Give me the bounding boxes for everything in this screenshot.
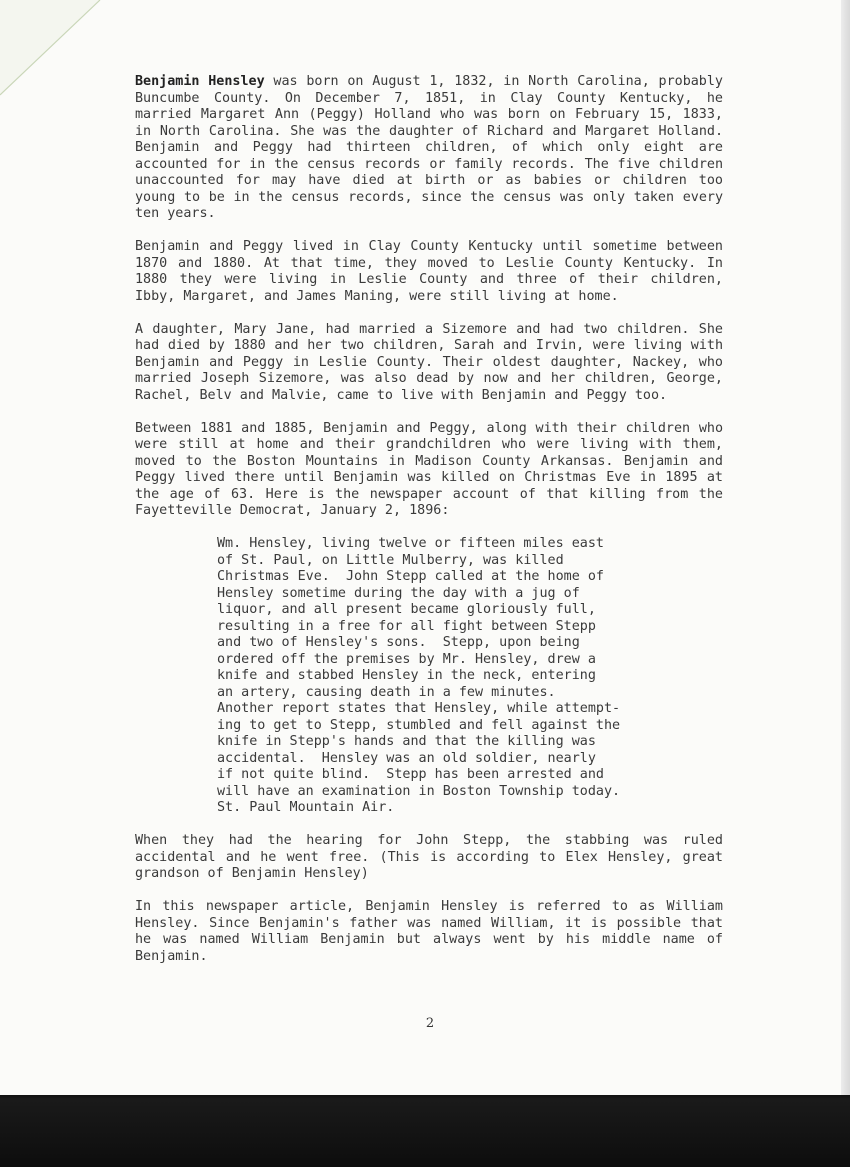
quote-line: ordered off the premises by Mr. Hensley, drew a	[217, 651, 596, 667]
quote-line: if not quite blind. Stepp has been arrested and	[217, 767, 604, 782]
quote-line: Hensley sometime during the day with a jug of	[217, 585, 580, 601]
paragraph-6: In this newspaper article, Benjamin Hensley is referred to as William Hensley. Since Benjamin's father was named William, it is possible that he was named William Benjamin but always went by his middle name of Benjamin.	[135, 899, 723, 964]
quote-line: liquor, and all present became gloriously full,	[217, 602, 596, 617]
paragraph-text: was born on August 1, 1832, in North Carolina, probably Buncumbe County. On December 7, 1851, in Clay County Kentucky, he married Margaret Ann (Peggy) Holland who was born on February 15, 1833, in North Carolina. She was the daughter of Richard and Margaret Holland. Benjamin and Peggy had thirteen children, of which only eight are accounted for in the census records or family records. The five children unaccounted for may have died at birth or as babies or children too young to be in the census records, since the census was only taken every ten years.	[135, 74, 723, 221]
document-body	[135, 74, 723, 982]
quote-line: Wm. Hensley, living twelve or fifteen miles east	[217, 536, 604, 551]
paragraph-1	[135, 74, 723, 223]
quote-line: knife and stabbed Hensley in the neck, entering	[217, 668, 596, 683]
scan-edge-bottom	[0, 1095, 850, 1167]
quote-line: accidental. Hensley was an old soldier, nearly	[217, 750, 596, 766]
quote-line: knife in Stepp's hands and that the killing was	[217, 734, 596, 749]
quote-line: of St. Paul, on Little Mulberry, was killed	[217, 552, 564, 568]
newspaper-quote	[217, 536, 647, 817]
paragraph-2: Benjamin and Peggy lived in Clay County Kentucky until sometime between 1870 and 1880. At that time, they moved to Leslie County Kentucky. In 1880 they were living in Leslie County and three of their children, Ibby, Margaret, and James Maning, were still living at home.	[135, 239, 723, 304]
paragraph-3: A daughter, Mary Jane, had married a Sizemore and had two children. She had died by 1880 and her two children, Sarah and Irvin, were living with Benjamin and Peggy in Leslie County. Their oldest daughter, Nackey, who married Joseph Sizemore, was also dead by now and her children, George, Rachel, Belv and Malvie, came to live with Benjamin and Peggy too.	[135, 321, 723, 403]
quote-line: and two of Hensley's sons. Stepp, upon being	[217, 635, 580, 650]
paragraph-4: Between 1881 and 1885, Benjamin and Peggy, along with their children who were still at home and their grandchildren who were living with them, moved to the Boston Mountains in Madison County Arkansas. Benjamin and Peggy lived there until Benjamin was killed on Christmas Eve in 1895 at the age of 63. Here is the newspaper account of that killing from the Fayetteville Democrat, January 2, 1896:	[135, 420, 723, 518]
quote-line: ing to get to Stepp, stumbled and fell against the	[217, 717, 621, 733]
scan-edge-right	[841, 0, 850, 1095]
folded-corner-mark	[0, 0, 110, 110]
quote-line: will have an examination in Boston Township today.	[217, 783, 621, 799]
paragraph-lead-name: Benjamin Hensley	[135, 74, 265, 89]
paragraph-5: When they had the hearing for John Stepp, the stabbing was ruled accidental and he went free. (This is according to Elex Hensley, great grandson of Benjamin Hensley)	[135, 833, 723, 881]
quote-line: an artery, causing death in a few minutes.	[217, 684, 556, 700]
quote-source: St. Paul Mountain Air.	[217, 800, 395, 815]
quote-line: Christmas Eve. John Stepp called at the home of	[217, 569, 604, 584]
quote-line: resulting in a free for all fight between Stepp	[217, 618, 596, 634]
quote-line: Another report states that Hensley, while attempt-	[217, 701, 621, 716]
page-number: 2	[425, 1016, 435, 1031]
